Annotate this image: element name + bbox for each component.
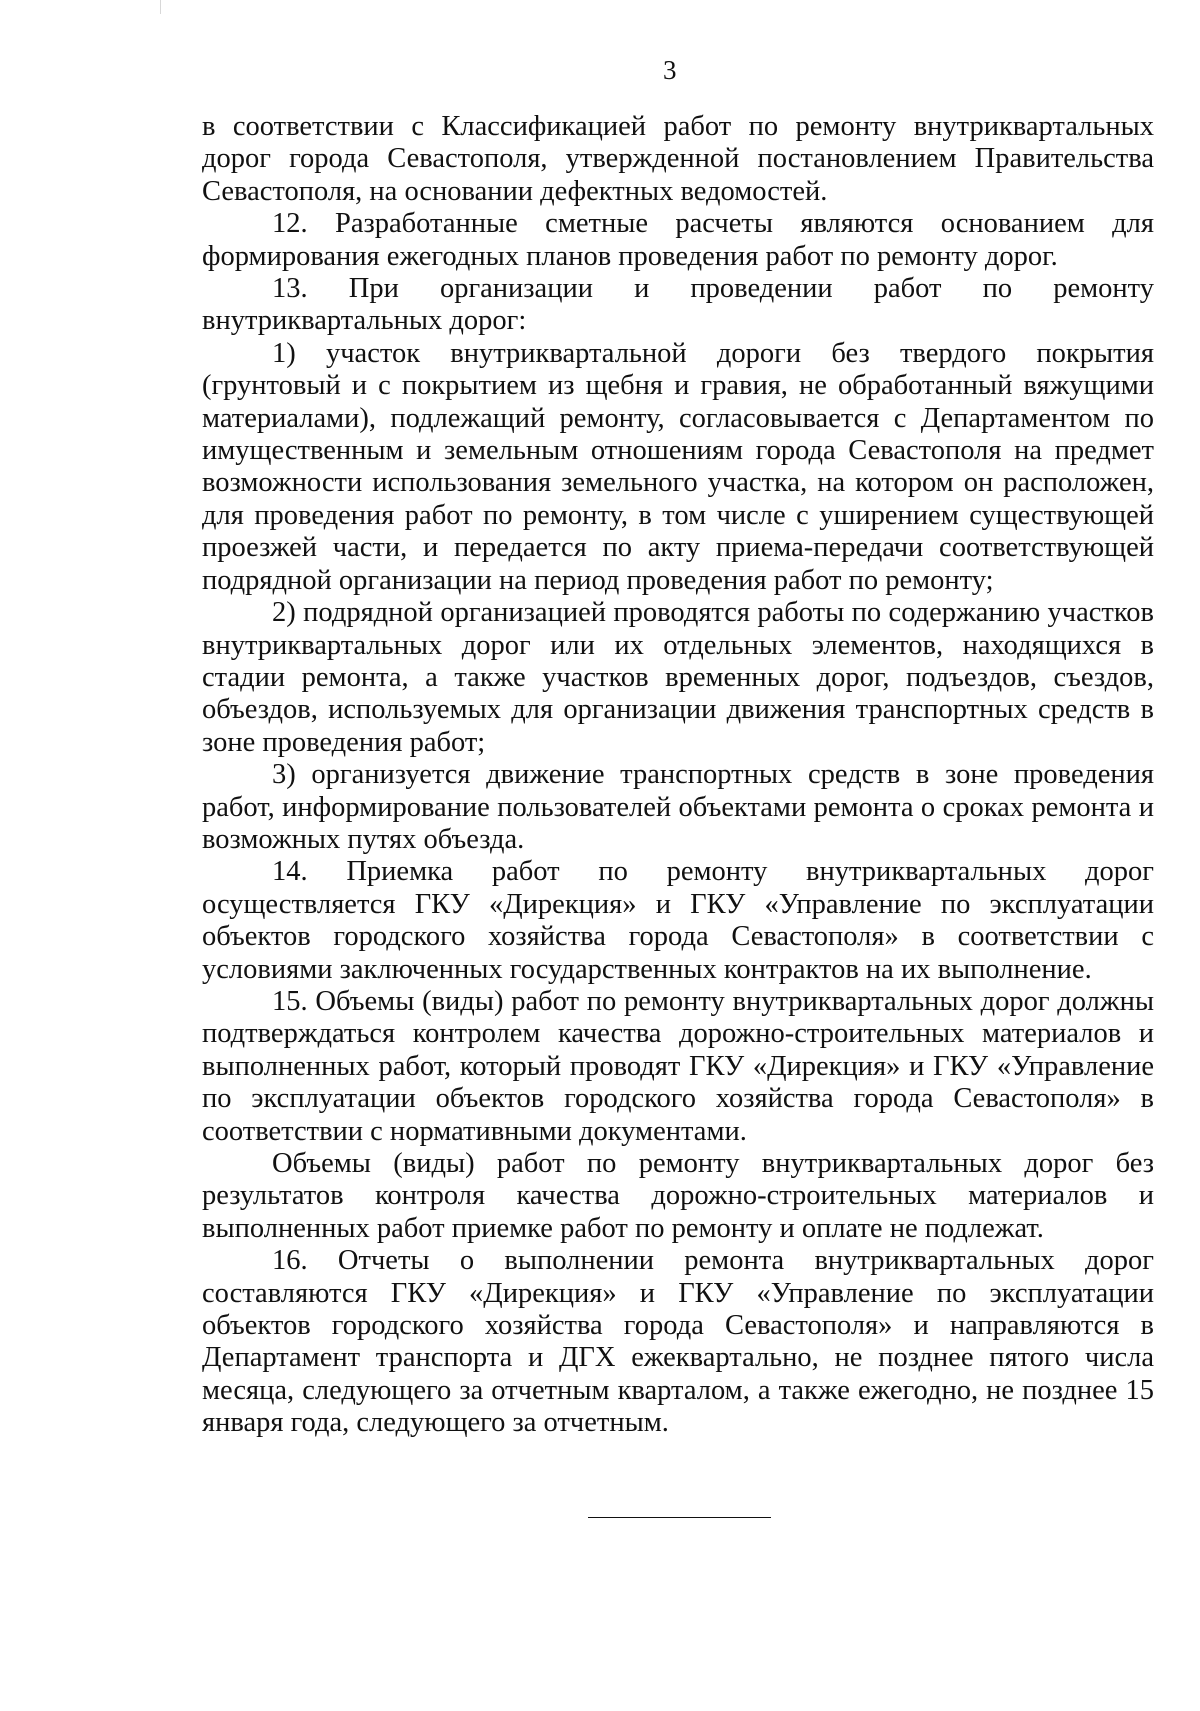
paragraph-item-16: 16. Отчеты о выполнении ремонта внутриквартальных дорог составляются ГКУ «Дирекция» и ГКУ «Управление по эксплуатации объектов городского хозяйства города Севастополя» и направляются в Департамент транспорта и ДГХ ежеквартально, не позднее пятого числа месяца, следующего за отчетным кварталом, а также ежегодно, не позднее 15 января года, следующего за отчетным. (202, 1245, 1154, 1439)
paragraph-item-15-note: Объемы (виды) работ по ремонту внутриквартальных дорог без результатов контроля качества дорожно-строительных материалов и выполненных работ приемке работ по ремонту и оплате не подлежат. (202, 1148, 1154, 1244)
paragraph-item-14: 14. Приемка работ по ремонту внутриквартальных дорог осуществляется ГКУ «Дирекция» и ГКУ «Управление по эксплуатации объектов городского хозяйства города Севастополя» в соответствии с условиями заключенных государственных контрактов на их выполнение. (202, 856, 1154, 985)
scan-artifact (160, 0, 161, 14)
paragraph-subitem-3: 3) организуется движение транспортных средств в зоне проведения работ, информирование пользователей объектами ремонта о сроках ремонта и возможных путях объезда. (202, 759, 1154, 855)
paragraph-item-12: 12. Разработанные сметные расчеты являются основанием для формирования ежегодных планов проведения работ по ремонту дорог. (202, 208, 1154, 272)
paragraph-continuation: в соответствии с Классификацией работ по ремонту внутриквартальных дорог города Севастополя, утвержденной постановлением Правительства Севастополя, на основании дефектных ведомостей. (202, 111, 1154, 207)
paragraph-item-13: 13. При организации и проведении работ по ремонту внутриквартальных дорог: (202, 273, 1154, 337)
document-body (202, 111, 1154, 1440)
paragraph-subitem-2: 2) подрядной организацией проводятся работы по содержанию участков внутриквартальных дорог или их отдельных элементов, находящихся в стадии ремонта, а также участков временных дорог, подъездов, съездов, объездов, используемых для организации движения транспортных средств в зоне проведения работ; (202, 597, 1154, 758)
page-number: 3 (663, 55, 677, 85)
paragraph-subitem-1: 1) участок внутриквартальной дороги без твердого покрытия (грунтовый и с покрытием из щебня и гравия, не обработанный вяжущими материалами), подлежащий ремонту, согласовывается с Департаментом по имущественным и земельным отношениям города Севастополя на предмет возможности использования земельного участка, на котором он расположен, для проведения работ по ремонту, в том числе с уширением существующей проезжей части, и передается по акту приема-передачи соответствующей подрядной организации на период проведения работ по ремонту; (202, 337, 1154, 596)
paragraph-item-15: 15. Объемы (виды) работ по ремонту внутриквартальных дорог должны подтверждаться контролем качества дорожно-строительных материалов и выполненных работ, который проводят ГКУ «Дирекция» и ГКУ «Управление по эксплуатации объектов городского хозяйства города Севастополя» в соответствии с нормативными документами. (202, 985, 1154, 1147)
closing-divider-line (588, 1517, 771, 1518)
